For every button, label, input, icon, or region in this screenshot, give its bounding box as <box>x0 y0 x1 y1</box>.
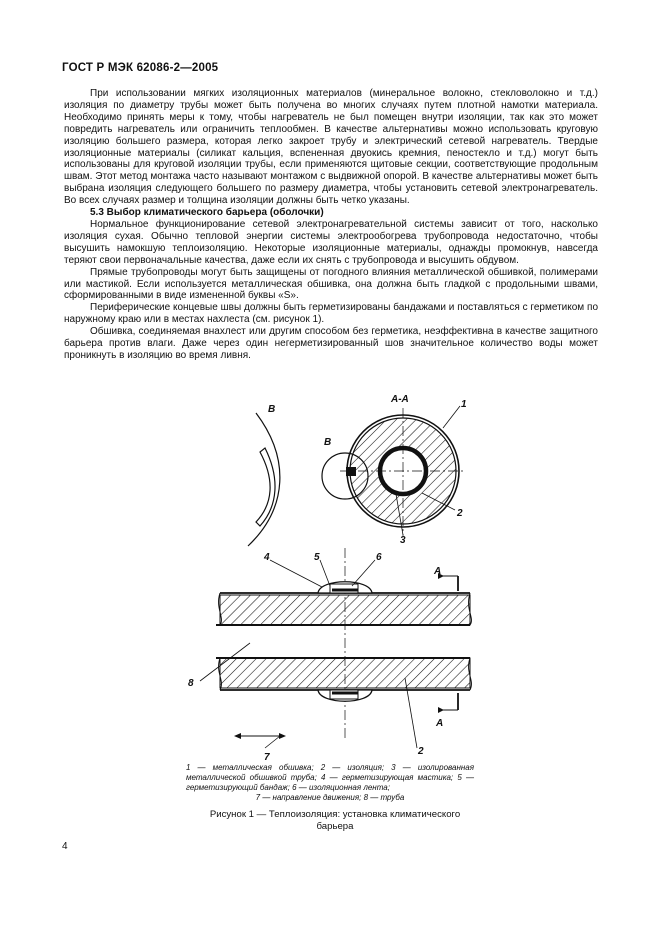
page-number: 4 <box>62 841 68 852</box>
paragraph-dry-insulation: Нормальное функционирование сетевой электронагревательной системы зависит от того, насколько изоляция сухая. Обычно тепловой энергии системы электрообогрева трубопровода недостаточно, чтобы высушить намокшую теплоизоляцию. Некоторые изоляционные материалы, однажды промокнув, навсегда теряют свои первоначальные качества, даже если их снять с трубопровода и высушить обдувом. <box>64 218 598 266</box>
section-heading: 5.3 Выбор климатического барьера (оболочки) <box>90 207 324 219</box>
label-1: 1 <box>461 399 467 410</box>
figure-1-drawing <box>180 388 490 763</box>
figure-caption: Рисунок 1 — Теплоизоляция: установка климатического барьера <box>209 809 461 832</box>
detail-b-view <box>248 404 280 546</box>
body-text <box>64 88 598 362</box>
label-section-a-a: А-А <box>391 394 409 405</box>
label-2-section: 2 <box>457 508 463 519</box>
label-4: 4 <box>264 552 270 563</box>
label-2-pipe: 2 <box>418 746 424 757</box>
paragraph-end-seams: Периферические концевые швы должны быть герметизированы бандажами и поставляться с герметиком по наружному краю или в местах нахлеста (см. рисунок 1). <box>64 302 598 326</box>
label-6: 6 <box>376 552 382 563</box>
label-a-top: А <box>434 566 442 577</box>
label-5: 5 <box>314 552 320 563</box>
label-b-callout: В <box>324 437 332 448</box>
paragraph-soft-insulation: При использовании мягких изоляционных материалов (минеральное волокно, стекловолокно и т.д.) изоляция по диаметру трубы может быть получена во многих случаях путем плотной намотки материала. Необходимо принять меры к тому, чтобы нагреватель не был помещен внутри изоляции, так как это может повредить нагреватель или ограничить теплообмен. В качестве альтернативы можно использовать круговую изоляцию большего размера, которая легко закроет трубу и электрический сетевой нагреватель. Твердые изоляционные материалы (силикат кальция, вспененная двуокись кремния, пеностекло и т.д.) могут быть использованы для круговой изоляции трубы, если применяются щитовые секции, соответствующие продольным швам. Этот метод монтажа часто называют монтажом с выдвижной опорой. В качестве альтернативы может быть выбрана изоляция следующего большего по размеру диаметра, чтобы установить сетевой электронагреватель. Во всех случаях размер и толщина изоляции должны быть четко указаны. <box>64 88 598 207</box>
pipe-longitudinal-view <box>188 548 471 763</box>
section-a-a <box>340 394 467 546</box>
label-b-detail: В <box>268 404 276 415</box>
paragraph-overlap: Обшивка, соединяемая внахлест или другим способом без герметика, неэффективна в качестве защитного барьера против влаги. Даже через один негерметизированный шов значительное количество воды может проникнуть в изоляцию во время ливня. <box>64 326 598 361</box>
legend-line-2: 7 — направление движения; 8 — труба <box>255 793 405 802</box>
paragraph-straight-pipes: Прямые трубопроводы могут быть защищены от погодного влияния металлической обшивкой, полимерами или мастикой. Если используется металлическая обшивка, она должна быть гладкой с продольными швами, сформированными в виде измененной буквы «S». <box>64 266 598 302</box>
page-header: ГОСТ Р МЭК 62086-2—2005 <box>62 62 219 74</box>
legend-line-1: 1 — металлическая обшивка; 2 — изоляция; 3 — изолированная металлической обшивкой труба; 4 — герметизирующая мастика; 5 — герметизирующий бандаж; 6 — изоляционная лента; <box>186 763 474 792</box>
label-3: 3 <box>400 535 406 546</box>
label-a-bottom: А <box>436 718 444 729</box>
label-8: 8 <box>188 678 194 689</box>
figure-legend <box>186 763 474 803</box>
label-7: 7 <box>264 752 270 763</box>
